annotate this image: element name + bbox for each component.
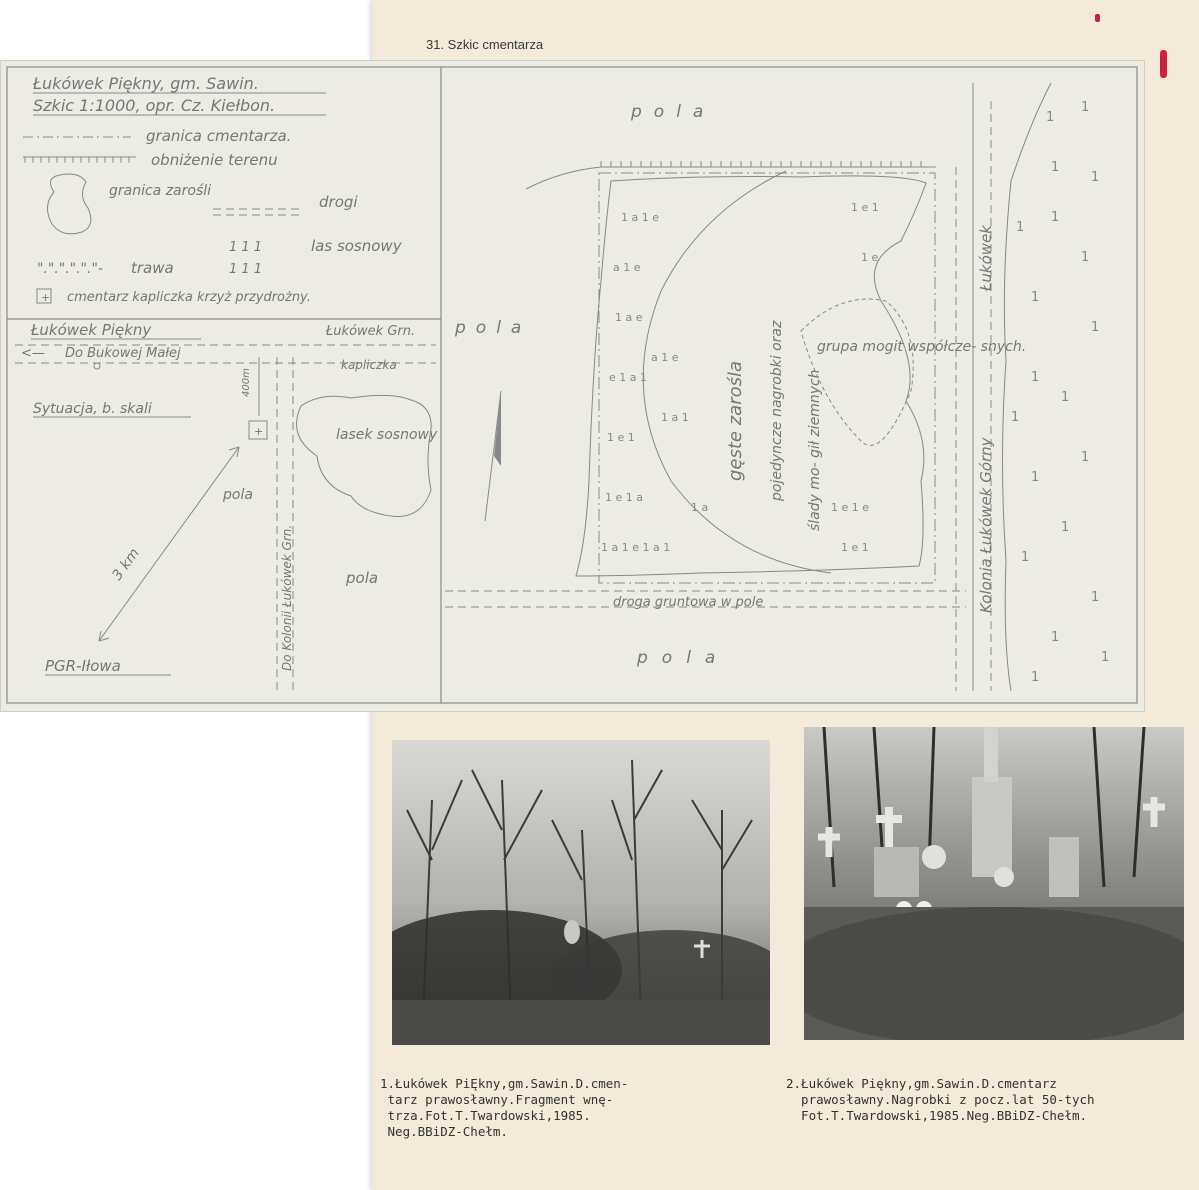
svg-text:1: 1 [1046,110,1055,125]
svg-text:1: 1 [1061,390,1070,405]
legend-terrain-depression: obniżenie terenu [151,151,278,169]
situation-distance-400m: 400m [241,368,252,397]
svg-text:1 1 1: 1 1 1 [229,262,263,277]
legend-thicket-border: granica zarośli [109,183,212,199]
cemetery-sketch [0,60,1145,712]
svg-text:1: 1 [1011,410,1020,425]
svg-text:1 e 1: 1 e 1 [607,431,635,444]
legend-roads: drogi [319,193,358,211]
situation-village-upper: Łukówek Grn. [326,324,416,339]
situation-fields-1: pola [223,487,253,503]
situation-scale-title: Sytuacja, b. skali [33,401,152,417]
photo-cemetery-interior [392,740,770,1045]
svg-text:+: + [254,425,264,438]
svg-text:1 a: 1 a [691,501,709,514]
sketch-drawing [1,61,1144,711]
plan-fields-bottom: pola [637,648,730,668]
svg-text:1: 1 [1091,590,1100,605]
svg-text:e 1 a 1: e 1 a 1 [609,371,647,384]
svg-text:1 e: 1 e [861,251,879,264]
svg-text:1: 1 [1081,100,1090,115]
svg-text:1: 1 [1081,450,1090,465]
situation-road-to-colony: Do Kolonii Łukówek Grn. [280,524,294,671]
svg-text:1 e 1 e: 1 e 1 e [831,501,870,514]
svg-text:"."."."."."-: "."."."."."- [37,261,103,277]
svg-text:1: 1 [1031,470,1040,485]
svg-text:1: 1 [1016,220,1025,235]
svg-text:1: 1 [1051,160,1060,175]
photo-gravestones [804,727,1184,1040]
svg-text:1: 1 [1031,670,1040,685]
legend-forest: las sosnowy [311,237,402,255]
svg-text:1: 1 [1051,630,1060,645]
situation-grove: lasek sosnowy [336,427,438,443]
plan-single-graves: pojedyncze nagrobki oraz [769,320,785,501]
plan-traces-of-mounds: ślady mo- gił ziemnych [807,369,823,531]
svg-text:1 a 1 e 1 a 1: 1 a 1 e 1 a 1 [601,541,671,554]
legend-title-2: Szkic 1:1000, opr. Cz. Kiełbon. [33,96,276,115]
svg-text:1: 1 [1101,650,1110,665]
svg-text:1: 1 [1091,320,1100,335]
situation-chapel: kapliczka [341,358,397,372]
plan-colony-road: Kolonia Łukówek Górny [977,437,995,613]
photo-gravestones-image [804,727,1184,1040]
situation-pgr: PGR-Iłowa [45,657,121,675]
red-ink-dot [1095,14,1100,22]
photo-2-caption: 2.Łukówek Piękny,gm.Sawin.D.cmentarz prawosławny.Nagrobki z pocz.lat 50-tych Fot.T.Twardowski,1985.Neg.BBiDZ-Chełm. [786,1076,1095,1123]
svg-text:1: 1 [1081,250,1090,265]
svg-text:1: 1 [1021,550,1030,565]
legend-title-1: Łukówek Piękny, gm. Sawin. [33,74,259,93]
legend-cemetery-border: granica cmentarza. [146,127,292,145]
red-ink-mark [1160,50,1167,78]
plan-dense-thicket: gęste zarośla [725,360,746,481]
svg-text:1 1 1: 1 1 1 [229,240,263,255]
plan-fields-left: pola [455,318,532,338]
svg-text:a 1 e: a 1 e [651,351,679,364]
plan-modern-graves: grupa mogit współcze- snych. [817,339,1027,355]
situation-to-bukowa: Do Bukowej Małej [65,346,181,361]
plan-lukowek-road: Łukówek [977,225,995,291]
legend-cemetery-chapel-cross: cmentarz kapliczka krzyż przydrożny. [67,290,311,305]
svg-text:1 e 1: 1 e 1 [851,201,879,214]
page-caption: 31. Szkic cmentarza [426,37,544,52]
svg-text:1 a 1: 1 a 1 [661,411,689,424]
plan-dirt-road: droga gruntowa w pole [613,595,764,610]
svg-text:1: 1 [1031,290,1040,305]
svg-text:1 e 1 a: 1 e 1 a [605,491,643,504]
svg-text:+: + [41,291,51,304]
svg-text:1: 1 [1091,170,1100,185]
svg-text:1 a e: 1 a e [615,311,643,324]
photo-cemetery-interior-image [392,740,770,1045]
situation-village: Łukówek Piękny [31,321,152,339]
plan-fields-top: pola [631,102,716,122]
situation-fields-2: pola [346,569,379,587]
situation-distance-3km: 3 km [109,545,143,584]
svg-text:1: 1 [1061,520,1070,535]
svg-text:1: 1 [1051,210,1060,225]
svg-text:1 e 1: 1 e 1 [841,541,869,554]
legend-grass: trawa [131,259,174,277]
svg-text:1: 1 [1031,370,1040,385]
svg-text:1 a 1 e: 1 a 1 e [621,211,659,224]
photo-1-caption: 1.Łukówek PiĘkny,gm.Sawin.D.cmen- tarz prawosławny.Fragment wnę- trza.Fot.T.Twardowski,1985. Neg.BBiDZ-Chełm. [380,1076,629,1139]
svg-text:a 1 e: a 1 e [613,261,641,274]
svg-text:<—: <— [21,346,45,361]
